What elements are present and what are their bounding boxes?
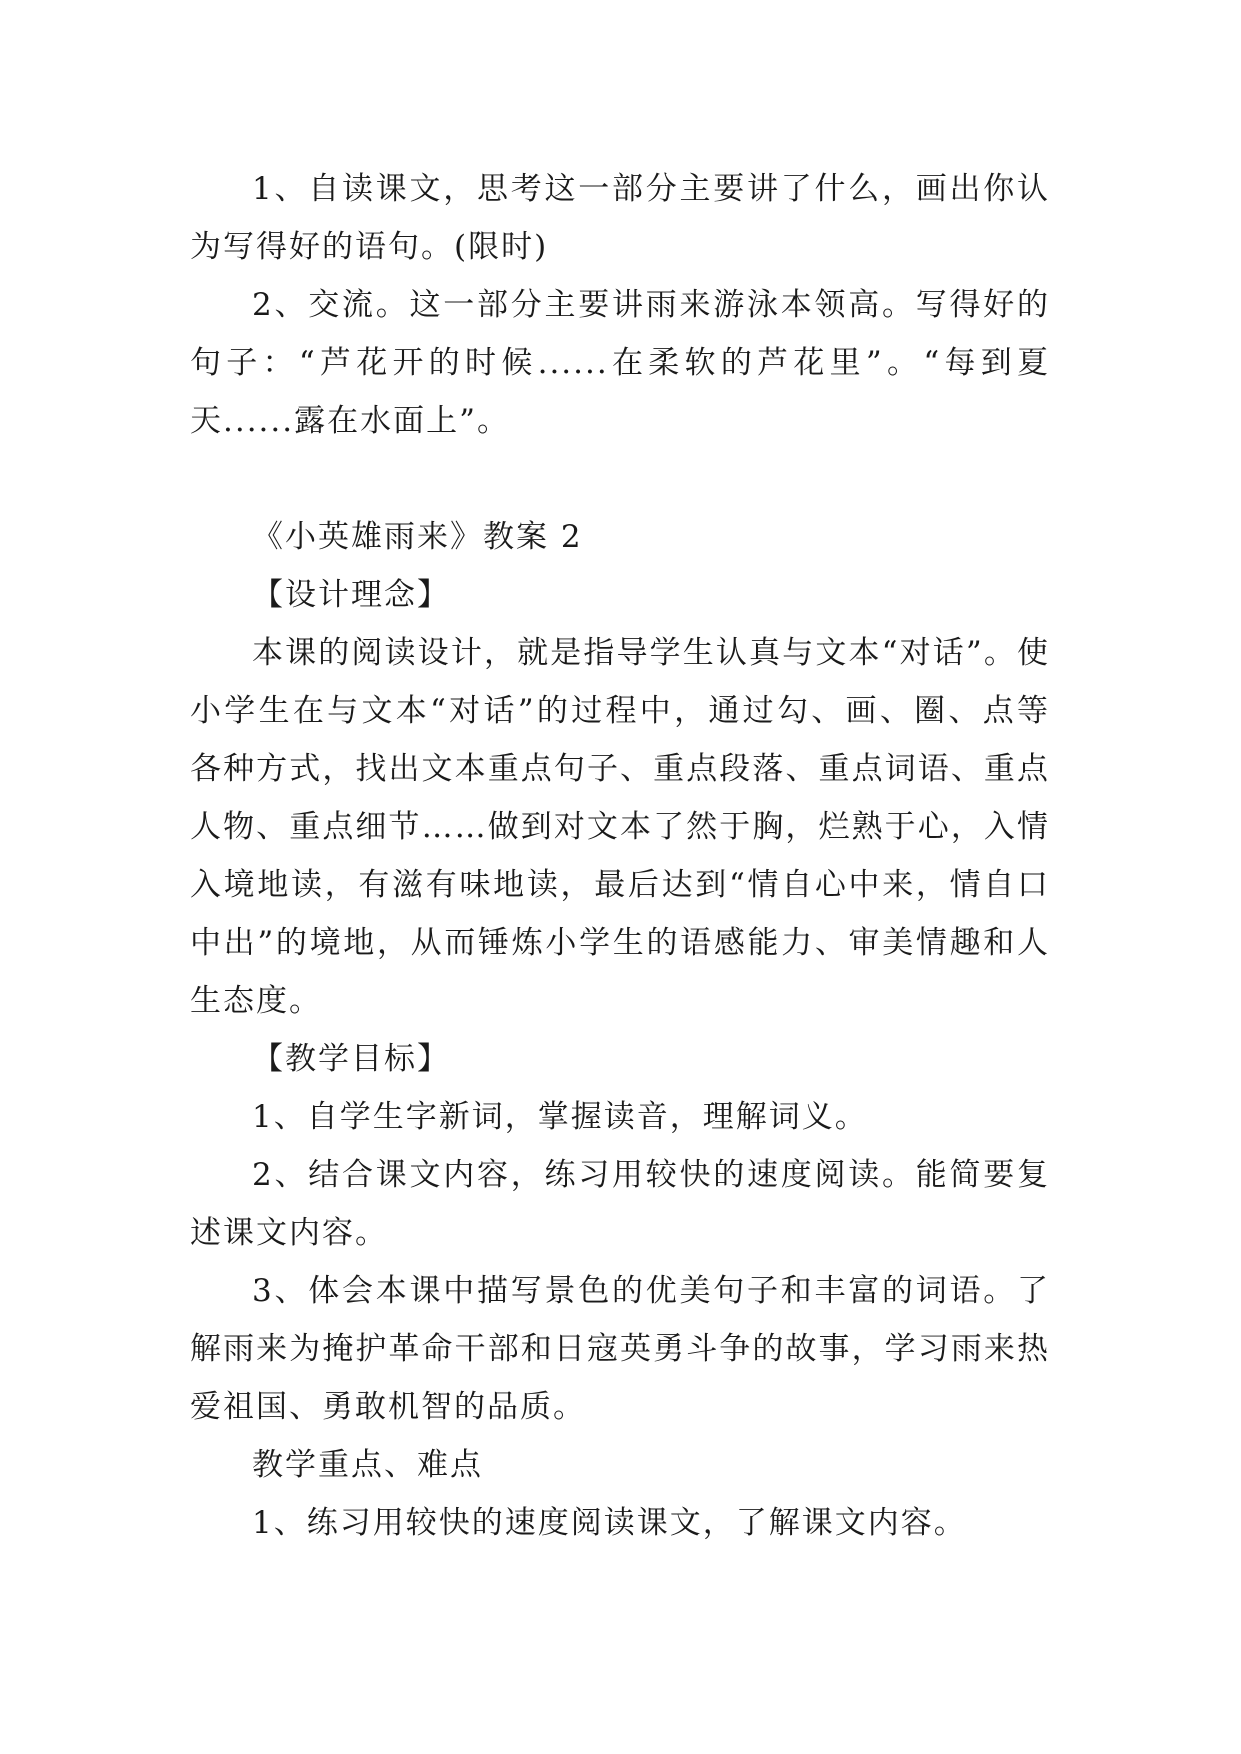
design-concept-text: 本课的阅读设计，就是指导学生认真与文本“对话”。使小学生在与文本“对话”的过程中，通过勾、画、圈、点等各种方式，找出文本重点句子、重点段落、重点词语、重点人物、重点细节……做到对文本了然于胸，烂熟于心，入情入境地读，有滋有味地读，最后达到“情自心中来，情自口中出”的境地，从而锤炼小学生的语感能力、审美情趣和人生态度。 bbox=[190, 635, 1050, 1019]
key-point-1: 1、练习用较快的速度阅读课文，了解课文内容。 bbox=[252, 1505, 967, 1541]
section-gap bbox=[190, 450, 1050, 508]
design-concept-heading: 【设计理念】 bbox=[252, 577, 450, 613]
key-points-heading: 教学重点、难点 bbox=[252, 1447, 483, 1483]
paragraph-step-1: 1、自读课文，思考这一部分主要讲了什么，画出你认为写得好的语句。(限时) bbox=[190, 171, 1050, 265]
paragraph-step-2: 2、交流。这一部分主要讲雨来游泳本领高。写得好的句子：“芦花开的时候......在柔软的芦花里”。“每到夏天......露在水面上”。 bbox=[190, 287, 1050, 439]
teaching-goals-heading: 【教学目标】 bbox=[252, 1041, 450, 1077]
document-body bbox=[190, 160, 1050, 1552]
teaching-goal-2: 2、结合课文内容，练习用较快的速度阅读。能简要复述课文内容。 bbox=[190, 1157, 1050, 1251]
teaching-goal-3: 3、体会本课中描写景色的优美句子和丰富的词语。了解雨来为掩护革命干部和日寇英勇斗争的故事，学习雨来热爱祖国、勇敢机智的品质。 bbox=[190, 1273, 1050, 1425]
teaching-goal-1: 1、自学生字新词，掌握读音，理解词义。 bbox=[252, 1099, 868, 1135]
document-title: 《小英雄雨来》教案 2 bbox=[252, 519, 583, 555]
